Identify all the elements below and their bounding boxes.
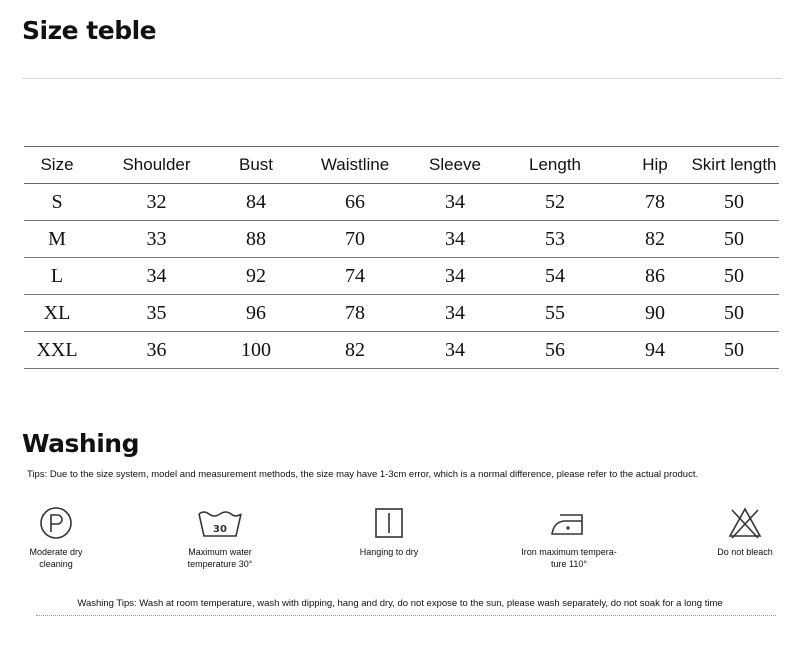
table-cell: 50 [689,258,779,295]
table-cell: 53 [489,221,621,258]
no-bleach-icon [727,506,763,540]
table-cell: 35 [90,295,223,332]
table-row [24,221,779,258]
dry-clean-p-icon [39,506,73,540]
wash-30-icon [196,506,244,540]
table-cell: 70 [289,221,421,258]
care-label: Do not bleach [717,547,773,557]
table-cell: 33 [90,221,223,258]
table-cell: 32 [90,184,223,221]
table-cell: 50 [689,295,779,332]
table-cell: 55 [489,295,621,332]
table-cell: 78 [621,184,689,221]
care-label: Iron maximum tempera- ture 110° [521,547,617,569]
care-wash-30 [168,506,272,570]
table-cell: 74 [289,258,421,295]
table-cell: 34 [90,258,223,295]
table-row [24,184,779,221]
table-cell: 34 [421,332,489,369]
table-cell: 84 [223,184,289,221]
page-title: Size teble [22,16,157,45]
table-cell: S [24,184,90,221]
table-cell: 90 [621,295,689,332]
table-cell: 34 [421,221,489,258]
hang-dry-icon [373,506,405,540]
table-cell: 34 [421,295,489,332]
header-bust: Bust [223,147,289,184]
table-cell: M [24,221,90,258]
header-size: Size [24,147,90,184]
table-cell: 92 [223,258,289,295]
table-cell: 50 [689,332,779,369]
washing-title: Washing [22,429,139,458]
header-hip: Hip [621,147,689,184]
size-tips: Tips: Due to the size system, model and measurement methods, the size may have 1-3cm error, which is a normal difference, please refer to the actual product. [27,469,699,480]
header-shoulder: Shoulder [90,147,223,184]
care-no-bleach [704,506,786,558]
care-iron [510,506,628,570]
size-table [24,146,779,369]
table-cell: 82 [289,332,421,369]
table-cell: 50 [689,184,779,221]
table-row [24,295,779,332]
iron-icon [548,506,590,540]
header-length: Length [489,147,621,184]
table-cell: 36 [90,332,223,369]
table-cell: 34 [421,258,489,295]
table-cell: 34 [421,184,489,221]
header-skirt-length: Skirt length [689,147,779,184]
table-cell: 86 [621,258,689,295]
care-dry-clean [16,506,96,570]
care-label: Maximum water temperature 30° [187,547,253,569]
table-row [24,332,779,369]
table-cell: 96 [223,295,289,332]
table-cell: 56 [489,332,621,369]
table-cell: 50 [689,221,779,258]
table-cell: 94 [621,332,689,369]
table-cell: 66 [289,184,421,221]
care-hang-dry [346,506,432,558]
table-cell: XXL [24,332,90,369]
header-sleeve: Sleeve [421,147,489,184]
washing-tips: Washing Tips: Wash at room temperature, wash with dipping, hang and dry, do not expose to the sun, please wash separately, do not soak for a long time [77,598,723,609]
wash-temp-value: 30 [213,524,227,535]
table-cell: XL [24,295,90,332]
table-cell: 78 [289,295,421,332]
table-row [24,258,779,295]
dotted-divider [36,615,776,616]
table-cell: 100 [223,332,289,369]
table-cell: 88 [223,221,289,258]
care-label: Moderate dry cleaning [29,547,83,569]
title-divider [22,78,782,79]
table-cell: L [24,258,90,295]
care-label: Hanging to dry [359,547,419,557]
table-header-row [24,147,779,184]
header-waistline: Waistline [289,147,421,184]
table-cell: 54 [489,258,621,295]
table-cell: 52 [489,184,621,221]
table-cell: 82 [621,221,689,258]
